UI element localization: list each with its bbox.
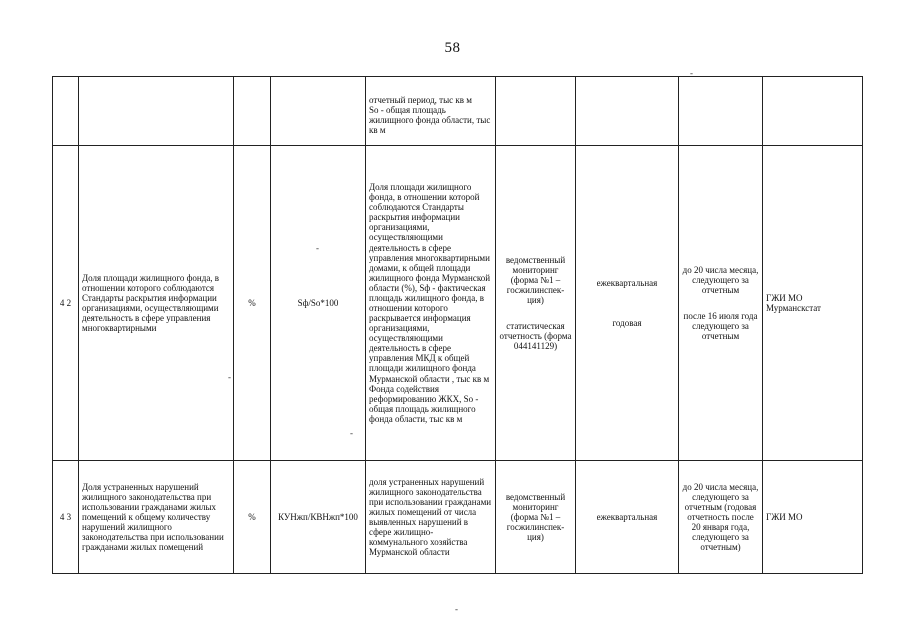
cell-period	[576, 77, 679, 146]
periodicity-2: годовая	[612, 318, 642, 328]
row-number: 4 3	[53, 461, 79, 574]
indicator-name: Доля устраненных нарушений жилищного законодательства при использовании гражданами жилых помещений к общему количеству нарушений жилищного законодательства при использовании гражданами жилых помещений	[79, 461, 234, 574]
table-row	[53, 461, 863, 574]
data-source-2: статистическая отчетность (форма 044141129)	[499, 321, 572, 352]
data-source-1: ведомственный мониторинг (форма №1 – госжилинспек-ция)	[505, 254, 566, 305]
table-row-continuation	[53, 77, 863, 146]
responsible: ГЖИ МО Мурманскстат	[763, 146, 863, 461]
cell-formula	[271, 77, 366, 146]
cell-name	[79, 77, 234, 146]
stray-mark: -	[316, 243, 319, 253]
stray-mark: -	[228, 372, 231, 382]
cell-unit	[234, 77, 271, 146]
calculation-description: Доля площади жилищного фонда, в отношении которой соблюдаются Стандарты раскрытия информации организациями, осуществляющими деятельность в сфере управления многоквартирными домами, к общей площади жилищного фонда Мурманской области (%), Sф - фактическая площадь жилищного фонда, в отношении которого раскрывается информация организациями, осуществляющими деятельность в сфере управления МКД к общей площади жилищного фонда Мурманской области , тыс кв м Фонда содействия реформированию ЖКХ, So - общая площадь жилищного фонда области, тыс кв м	[366, 146, 496, 461]
stray-mark: -	[455, 604, 458, 614]
formula: Sф/So*100	[271, 146, 366, 461]
page-number: 58	[444, 40, 461, 56]
periodicity-1: ежеквартальная	[576, 461, 679, 574]
deadline-1: до 20 числа месяца, следующего за отчетным (годовая отчетность после 20 января года, следующего за отчетным)	[679, 461, 763, 574]
cell-due	[679, 77, 763, 146]
deadline	[679, 146, 763, 461]
formula: КУНжп/КВНжп*100	[271, 461, 366, 574]
unit: %	[234, 146, 271, 461]
data-source-1: ведомственный мониторинг (форма №1 – госжилинспек-ция)	[496, 461, 576, 574]
indicator-name: Доля площади жилищного фонда, в отношении которого соблюдаются Стандарты раскрытия информации организациями, осуществляющими деятельность в сфере управления многоквартирными	[79, 146, 234, 461]
cell-source	[496, 77, 576, 146]
cell-description	[366, 77, 496, 146]
table-row	[53, 146, 863, 461]
deadline-2: после 16 июля года следующего за отчетным	[683, 311, 758, 342]
unit: %	[234, 461, 271, 574]
stray-mark: -	[350, 428, 353, 438]
periodicity-1: ежеквартальная	[596, 277, 658, 288]
responsible: ГЖИ МО	[763, 461, 863, 574]
periodicity	[576, 146, 679, 461]
data-source	[496, 146, 576, 461]
deadline-1: до 20 числа месяца, следующего за отчетным	[682, 264, 759, 295]
cell-responsible	[763, 77, 863, 146]
row-number: 4 2	[53, 146, 79, 461]
continuation-description: отчетный период, тыс кв м So - общая площадь жилищного фонда области, тыс кв м	[369, 94, 491, 136]
indicator-table	[52, 76, 863, 574]
stray-mark: -	[690, 68, 693, 78]
cell-num	[53, 77, 79, 146]
calculation-description: доля устраненных нарушений жилищного законодательства при использовании гражданами жилых помещений от числа выявленных нарушений в сфере жилищно-коммунального хозяйства Мурманской области	[366, 461, 496, 574]
